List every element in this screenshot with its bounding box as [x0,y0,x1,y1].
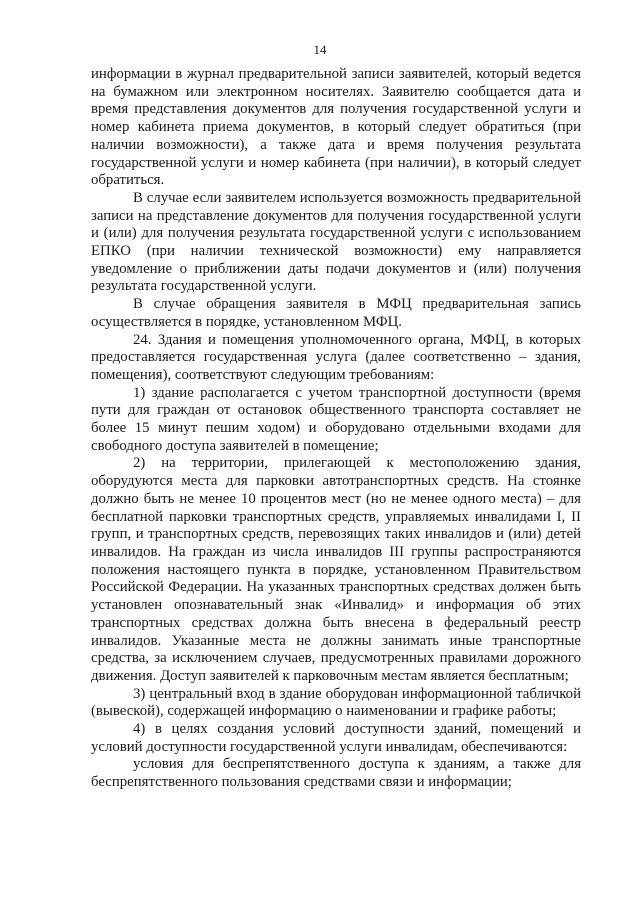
paragraph-subitem-2: 2) на территории, прилегающей к местоположению здания, оборудуются места для парковки автотранспортных средств. На стоянке должно быть не менее 10 процентов мест (но не менее одного места) – для бесплатной парковки транспортных средств, управляемых инвалидами I, II групп, и транспортных средств, перевозящих таких инвалидов и (или) детей инвалидов. На граждан из числа инвалидов III группы распространяются положения настоящего пункта в порядке, установленном Правительством Российской Федерации. На указанных транспортных средствах должен быть установлен опознавательный знак «Инвалид» и информация об этих транспортных средствах должна быть внесена в федеральный реестр инвалидов. Указанные места не должны занимать иные транспортные средства, за исключением случаев, предусмотренных правилами дорожного движения. Доступ заявителей к парковочным местам является бесплатным; [91,455,581,684]
paragraph-preliminary-record-epko: В случае если заявителем используется возможность предварительной записи на представление документов для получения государственной услуги и (или) для получения результата государственной услуги с использованием ЕПКО (при наличии технической возможности) ему направляется уведомление о приближении даты подачи документов и (или) получения результата государственной услуги. [91,189,581,295]
paragraph-subitem-3: 3) центральный вход в здание оборудован информационной табличкой (вывеской), содержащей информацию о наименовании и графике работы; [91,685,581,720]
page-number: 14 [313,42,327,57]
paragraph-access-conditions: условия для беспрепятственного доступа к зданиям, а также для беспрепятственного пользования средствами связи и информации; [91,756,581,791]
document-body [91,66,581,792]
paragraph-continuation: информации в журнал предварительной записи заявителей, который ведется на бумажном или электронном носителях. Заявителю сообщается дата и время представления документов для получения государственной услуги и номер кабинета приема документов, в который следует обратиться (при наличии возможности), а также дата и время получения результата государственной услуги и номер кабинета (при наличии), в который следует обратиться. [91,66,581,189]
paragraph-subitem-4: 4) в целях создания условий доступности зданий, помещений и условий доступности государственной услуги инвалидам, обеспечиваются: [91,721,581,755]
paragraph-mfc-record: В случае обращения заявителя в МФЦ предварительная запись осуществляется в порядке, установленном МФЦ. [91,296,581,330]
paragraph-subitem-1: 1) здание располагается с учетом транспортной доступности (время пути для граждан от остановок общественного транспорта составляет не более 15 минут пешим ходом) и оборудовано отдельными входами для свободного доступа заявителей в помещение; [91,384,581,454]
paragraph-item-24: 24. Здания и помещения уполномоченного органа, МФЦ, в которых предоставляется государственная услуга (далее соответственно – здания, помещения), соответствуют следующим требованиям: [91,331,581,383]
